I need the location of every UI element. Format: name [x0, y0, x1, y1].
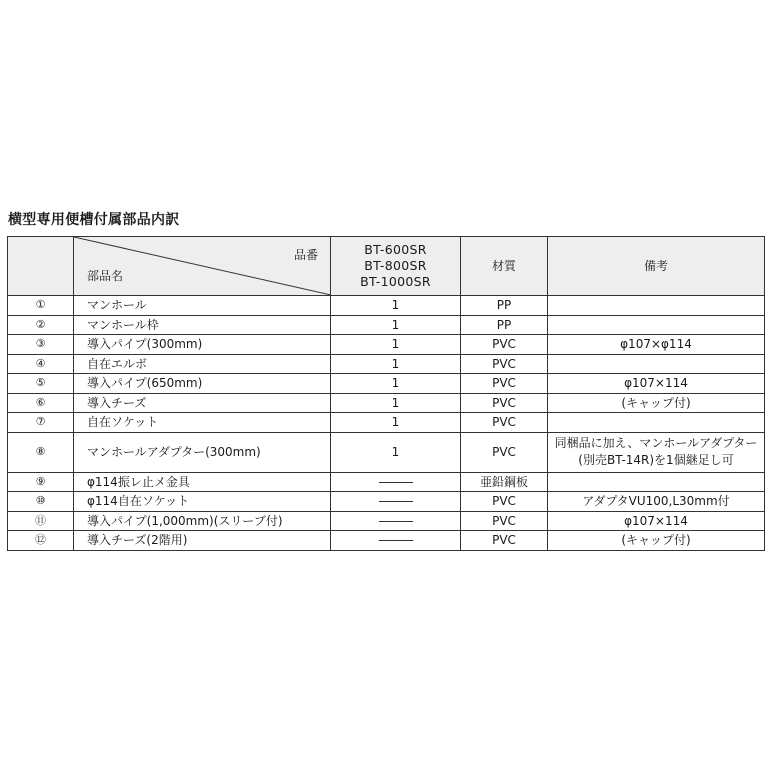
- material: PVC: [461, 413, 548, 433]
- remarks: [548, 354, 765, 374]
- remarks-line: 同梱品に加え、マンホールアダプター: [554, 436, 758, 450]
- part-name: φ114自在ソケット: [74, 492, 331, 512]
- table-row: [8, 374, 765, 394]
- quantity: [331, 531, 461, 551]
- remarks: [548, 472, 765, 492]
- part-name: マンホール枠: [74, 315, 331, 335]
- model-600: BT-600SR: [364, 242, 427, 257]
- remarks: [548, 413, 765, 433]
- part-name: 自在エルボ: [74, 354, 331, 374]
- material: PVC: [461, 492, 548, 512]
- part-name: 導入パイプ(1,000mm)(スリーブ付): [74, 511, 331, 531]
- material: PP: [461, 315, 548, 335]
- remarks: φ107×114: [548, 374, 765, 394]
- remarks: (キャップ付): [548, 531, 765, 551]
- material: PVC: [461, 511, 548, 531]
- table-row: [8, 492, 765, 512]
- row-number: ⑨: [8, 472, 74, 492]
- part-name: 導入チーズ: [74, 393, 331, 413]
- quantity-dash: [379, 501, 413, 502]
- table-header-row: [8, 237, 765, 296]
- header-models: [331, 237, 461, 296]
- table-row: [8, 296, 765, 316]
- material: PVC: [461, 354, 548, 374]
- part-name: 導入パイプ(300mm): [74, 335, 331, 355]
- remarks: [548, 296, 765, 316]
- remarks: φ107×114: [548, 511, 765, 531]
- part-name: 導入パイプ(650mm): [74, 374, 331, 394]
- parts-table: [7, 236, 765, 551]
- remarks-line: (別売BT-14R)を1個継足し可: [578, 453, 734, 467]
- row-number: ⑧: [8, 432, 74, 472]
- row-number: ⑥: [8, 393, 74, 413]
- row-number: ④: [8, 354, 74, 374]
- quantity-dash: [379, 521, 413, 522]
- material: PVC: [461, 432, 548, 472]
- quantity: [331, 492, 461, 512]
- remarks: アダプタVU100,L30mm付: [548, 492, 765, 512]
- remarks: (キャップ付): [548, 393, 765, 413]
- header-part-name: 部品名: [87, 269, 124, 283]
- part-name: 導入チーズ(2階用): [74, 531, 331, 551]
- table-body: [8, 296, 765, 551]
- quantity: 1: [331, 296, 461, 316]
- model-800: BT-800SR: [364, 258, 427, 273]
- material: PVC: [461, 531, 548, 551]
- quantity: 1: [331, 335, 461, 355]
- header-hinban: 品番: [293, 248, 318, 262]
- header-remarks: 備考: [548, 237, 765, 296]
- page-title: 横型専用便槽付属部品内訳: [8, 212, 180, 228]
- table-row: [8, 413, 765, 433]
- header-number: [8, 237, 74, 296]
- quantity: 1: [331, 393, 461, 413]
- quantity: 1: [331, 354, 461, 374]
- quantity: 1: [331, 413, 461, 433]
- quantity: [331, 511, 461, 531]
- header-material: 材質: [461, 237, 548, 296]
- part-name: マンホール: [74, 296, 331, 316]
- table-row: [8, 354, 765, 374]
- row-number: ⑪: [8, 511, 74, 531]
- remarks: φ107×φ114: [548, 335, 765, 355]
- model-1000: BT-1000SR: [360, 274, 431, 289]
- table-row: [8, 511, 765, 531]
- quantity: [331, 472, 461, 492]
- table-row: [8, 531, 765, 551]
- row-number: ⑦: [8, 413, 74, 433]
- row-number: ⑤: [8, 374, 74, 394]
- quantity-dash: [379, 482, 413, 483]
- row-number: ⑩: [8, 492, 74, 512]
- material: PP: [461, 296, 548, 316]
- row-number: ②: [8, 315, 74, 335]
- part-name: φ114振レ止メ金具: [74, 472, 331, 492]
- material: PVC: [461, 393, 548, 413]
- table-row: [8, 393, 765, 413]
- header-diagonal-cell: [74, 237, 331, 296]
- material: 亜鉛鋼板: [461, 472, 548, 492]
- table-row: [8, 335, 765, 355]
- table-row: [8, 315, 765, 335]
- row-number: ③: [8, 335, 74, 355]
- quantity-dash: [379, 540, 413, 541]
- row-number: ⑫: [8, 531, 74, 551]
- material: PVC: [461, 374, 548, 394]
- quantity: 1: [331, 432, 461, 472]
- part-name: マンホールアダプター(300mm): [74, 432, 331, 472]
- table-row: [8, 472, 765, 492]
- part-name: 自在ソケット: [74, 413, 331, 433]
- remarks: [548, 432, 765, 472]
- quantity: 1: [331, 315, 461, 335]
- material: PVC: [461, 335, 548, 355]
- remarks: [548, 315, 765, 335]
- row-number: ①: [8, 296, 74, 316]
- table-row: [8, 432, 765, 472]
- quantity: 1: [331, 374, 461, 394]
- diagonal-line: [74, 237, 331, 295]
